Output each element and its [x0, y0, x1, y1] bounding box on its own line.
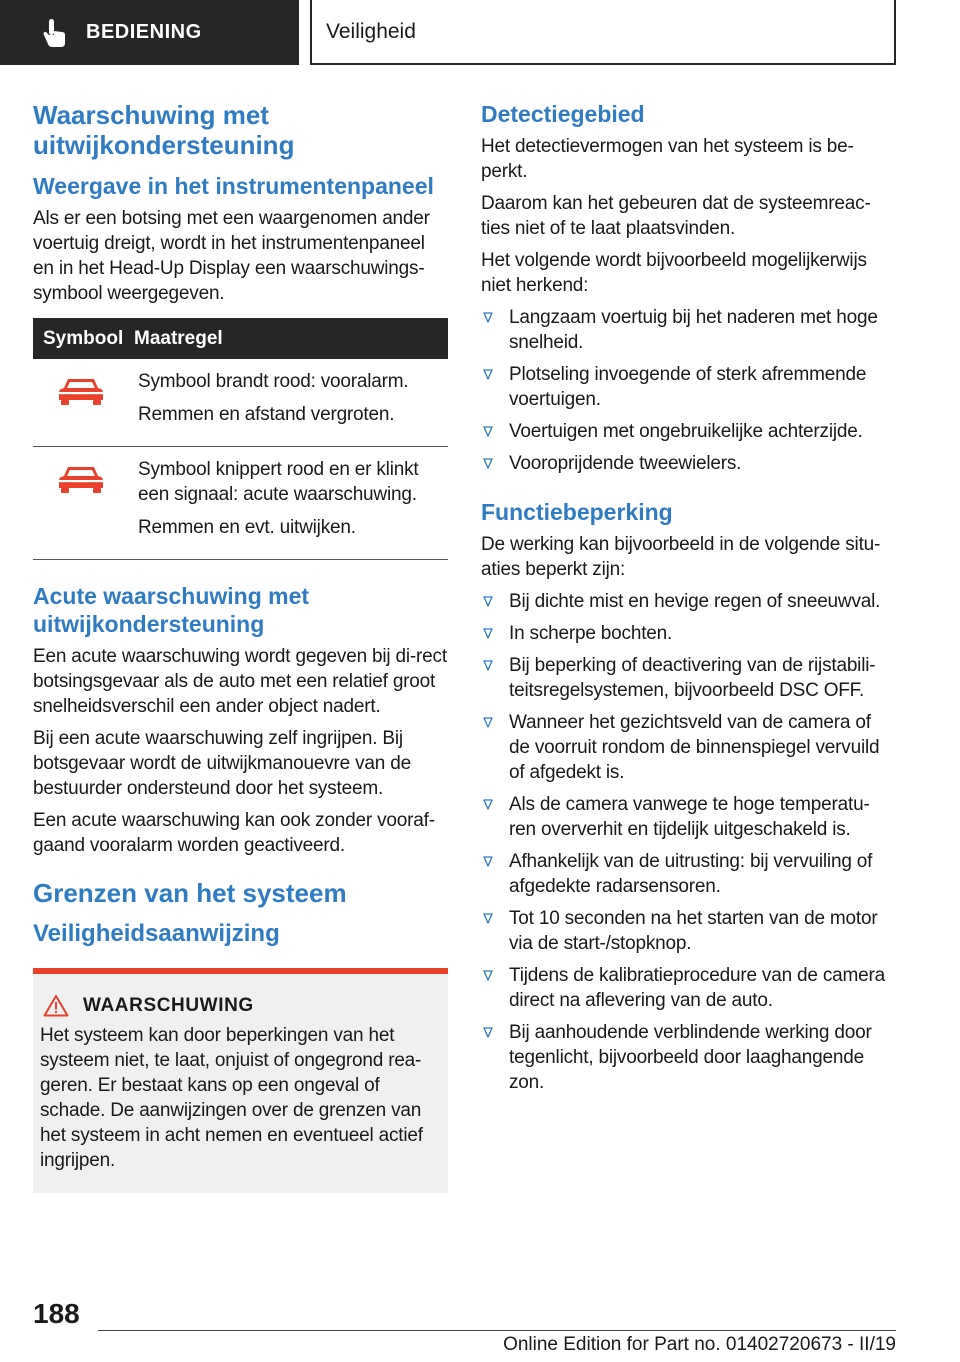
list-item: Afhankelijk van de uitrusting: bij vervuiling of afgedekte radarsensoren.	[481, 849, 896, 899]
bullet-triangle-icon	[483, 717, 493, 728]
list-item: Bij aanhoudende verblindende werking door tegenlicht, bijvoorbeeld door laaghangende zon.	[481, 1020, 896, 1095]
subsection-title-display: Weergave in het instrumentenpaneel	[33, 173, 434, 199]
list-item: Bij dichte mist en hevige regen of sneeuwval.	[481, 589, 896, 614]
list-item: Langzaam voertuig bij het naderen met hoge snelheid.	[481, 305, 896, 355]
section-header	[310, 0, 896, 65]
detection-list	[481, 305, 896, 476]
bullet-triangle-icon	[483, 426, 493, 437]
warning-label: WAARSCHUWING	[83, 994, 254, 1016]
warning-triangle-icon	[43, 994, 69, 1017]
bullet-triangle-icon	[483, 458, 493, 469]
list-item: Wanneer het gezichtsveld van de camera of de voorruit rondom de binnenspiegel vervuild of afgedekt is.	[481, 710, 896, 785]
warning-text: Het systeem kan door beperkingen van het systeem niet, te laat, onjuist of ongegrond rea-geren. Er bestaat kans op een ongeval of schade. De aanwijzingen over de grenzen van het systeem in acht nemen en eventueel actief ingrijpen.	[40, 1025, 423, 1171]
list-item: Tot 10 seconden na het starten van de motor via de start-/stopknop.	[481, 906, 896, 956]
detection-paragraph: Het volgende wordt bijvoorbeeld mogelijkerwijs niet herkend:	[481, 250, 867, 296]
edition-note: Online Edition for Part no. 01402720673 - II/19	[503, 1334, 896, 1355]
car-warning-icon	[58, 463, 104, 495]
table-cell-text: Remmen en evt. uitwijken.	[138, 517, 356, 538]
list-item: Als de camera vanwege te hoge temperatu-ren oververhit en tijdelijk uitgeschakeld is.	[481, 792, 896, 842]
acute-paragraph: Een acute waarschuwing kan ook zonder vooraf-gaand vooralarm worden geactiveerd.	[33, 810, 435, 856]
section-title-warning: Waarschuwing met uitwijkondersteuning	[33, 100, 295, 160]
function-list	[481, 589, 896, 1095]
page-number: 188	[33, 1298, 80, 1329]
list-item: Plotseling invoegende of sterk afremmende voertuigen.	[481, 362, 896, 412]
bullet-triangle-icon	[483, 628, 493, 639]
bullet-triangle-icon	[483, 312, 493, 323]
car-warning-icon	[58, 375, 104, 407]
bullet-triangle-icon	[483, 596, 493, 607]
section-title-limits: Grenzen van het systeem	[33, 878, 347, 908]
bullet-triangle-icon	[483, 913, 493, 924]
subsection-title-detection: Detectiegebied	[481, 101, 645, 127]
bullet-triangle-icon	[483, 369, 493, 380]
subsection-title-acute: Acute waarschuwing met uitwijkondersteuning	[33, 583, 310, 637]
right-column	[481, 100, 896, 1102]
left-column	[33, 100, 448, 1193]
section-label: Veiligheid	[326, 19, 416, 43]
bullet-triangle-icon	[483, 799, 493, 810]
list-item: In scherpe bochten.	[481, 621, 896, 646]
function-paragraph: De werking kan bijvoorbeeld in de volgende situ-aties beperkt zijn:	[481, 534, 881, 580]
acute-paragraph: Een acute waarschuwing wordt gegeven bij di-rect botsingsgevaar als de auto met een relatief groot snelheidsverschil een ander object nadert.	[33, 646, 447, 717]
bullet-triangle-icon	[483, 970, 493, 981]
list-item: Vooroprijdende tweewielers.	[481, 451, 896, 476]
table-header-symbol: Symbool	[33, 318, 129, 359]
table-row	[33, 359, 448, 447]
detection-paragraph: Daarom kan het gebeuren dat de systeemreac-ties niet of te laat plaatsvinden.	[481, 193, 871, 239]
chapter-label: BEDIENING	[86, 21, 202, 43]
bullet-triangle-icon	[483, 856, 493, 867]
table-cell-text: Symbool brandt rood: vooralarm.	[138, 371, 409, 392]
subsection-title-function: Functiebeperking	[481, 499, 673, 525]
table-row	[33, 447, 448, 560]
warning-box	[33, 968, 448, 1193]
symbol-table	[33, 318, 448, 560]
footer-divider	[98, 1330, 896, 1331]
display-paragraph: Als er een botsing met een waargenomen ander voertuig dreigt, wordt in het instrumentenpaneel en in het Head-Up Display een waarschuwings-symbool weergegeven.	[33, 208, 430, 304]
table-cell-text: Remmen en afstand vergroten.	[138, 404, 395, 425]
list-item: Tijdens de kalibratieprocedure van de camera direct na aflevering van de auto.	[481, 963, 896, 1013]
detection-paragraph: Het detectievermogen van het systeem is be-perkt.	[481, 136, 854, 182]
chapter-tab[interactable]	[0, 0, 299, 65]
bullet-triangle-icon	[483, 1027, 493, 1038]
subsection-title-safety: Veiligheidsaanwijzing	[33, 920, 280, 947]
table-header-measure: Maatregel	[129, 318, 448, 359]
list-item: Voertuigen met ongebruikelijke achterzijde.	[481, 419, 896, 444]
acute-paragraph: Bij een acute waarschuwing zelf ingrijpen. Bij botsgevaar wordt de uitwijkmanouevre van de bestuurder ondersteund door het systeem.	[33, 728, 411, 799]
list-item: Bij beperking of deactivering van de rijstabili-teitsregelsystemen, bijvoorbeeld DSC OFF.	[481, 653, 896, 703]
table-cell-text: Symbool knippert rood en er klinkt een signaal: acute waarschuwing.	[138, 459, 419, 505]
hand-pointer-icon	[40, 18, 68, 48]
bullet-triangle-icon	[483, 660, 493, 671]
